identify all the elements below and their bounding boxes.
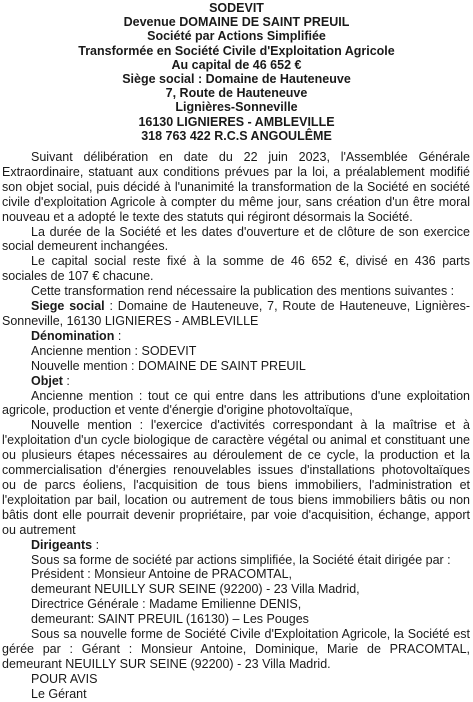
objet-label: Objet <box>31 373 63 388</box>
transformation-line: Transformée en Société Civile d'Exploitation Agricole <box>78 43 395 58</box>
capital-line: Au capital de 46 652 € <box>171 57 302 72</box>
address-city-line: 16130 LIGNIERES - AMBLEVILLE <box>138 114 335 129</box>
objet-new: Nouvelle mention : l'exercice d'activités correspondant à la maîtrise et à l'exploitation d'un cycle biologique de caractère végétal ou animal et constituant une ou plusieurs étapes nécessaires au déroulement de ce cycle, la production et la commercialisation d'énergies renouvelables issues d'installations photovoltaïques ou de parcs éoliens, l'acquisition de tous biens immobiliers, l'administration et l'exploitation par bail, location ou autrement de tous biens immobiliers bâtis ou non bâtis dont elle pourrait devenir propriétaire, par voie d'acquisition, échange, apport ou autrement <box>2 418 470 537</box>
dg-line: Directrice Générale : Madame Emilienne DENIS, <box>31 597 302 612</box>
address-locality-line: Lignières-Sonneville <box>175 100 298 115</box>
denomination-new: Nouvelle mention : DOMAINE DE SAINT PREUIL <box>31 358 306 373</box>
dg-address: demeurant: SAINT PREUIL (16130) – Les Pouges <box>31 612 309 627</box>
notice-body <box>0 150 473 702</box>
notice-header <box>0 0 473 143</box>
siege-label: Siege social <box>31 299 105 314</box>
objet-heading <box>2 374 470 389</box>
dirigeants-heading <box>2 538 470 553</box>
paragraph-duration: La durée de la Société et les dates d'ouverture et de clôture de son exercice social demeurent inchangées. <box>2 224 470 254</box>
new-name-line: Devenue DOMAINE DE SAINT PREUIL <box>123 15 350 30</box>
denomination-label: Dénomination <box>31 328 115 343</box>
objet-colon: : <box>62 373 70 388</box>
president-address: demeurant NEUILLY SUR SEINE (92200) - 23 Villa Madrid, <box>31 582 360 597</box>
dirigeants-label: Dirigeants <box>31 537 93 552</box>
denomination-old: Ancienne mention : SODEVIT <box>31 343 197 358</box>
siege-text: : Domaine de Hauteneuve, 7, Route de Hauteneuve, Lignières-Sonneville, 16130 LIGNIERES - AMBLEVILLE <box>2 299 470 328</box>
pour-avis: POUR AVIS <box>31 671 98 686</box>
dirigeants-colon: : <box>92 537 100 552</box>
dirigeants-intro: Sous sa forme de société par actions simplifiée, la Société était dirigée par : <box>31 552 451 567</box>
paragraph-deliberation: Suivant délibération en date du 22 juin 2023, l'Assemblée Générale Extraordinaire, statuant aux conditions prévues par la loi, a préalablement modifié son objet social, puis décidé à l'unanimité la transformation de la Société en société civile d'exploitation Agricole à compter du même jour, sans création d'un être moral nouveau et a adopté le texte des statuts qui régiront désormais la Société. <box>2 150 470 224</box>
gerant-paragraph: Sous sa nouvelle forme de Société Civile d'Exploitation Agricole, la Société est gérée par : Gérant : Monsieur Antoine, Dominique, Marie de PRACOMTAL, demeurant NEUILLY SUR SEINE (92200) - 23 Villa Madrid. <box>2 627 470 671</box>
denomination-colon: : <box>114 328 122 343</box>
registered-office-line: Siège social : Domaine de Hauteneuve <box>122 72 351 87</box>
paragraph-siege <box>2 299 470 329</box>
president-line: Président : Monsieur Antoine de PRACOMTAL, <box>31 567 292 582</box>
signature-line: Le Gérant <box>31 686 87 701</box>
denomination-heading <box>2 329 470 344</box>
legal-form-line: Société par Actions Simplifiée <box>147 29 326 44</box>
address-street-line: 7, Route de Hauteneuve <box>165 86 308 101</box>
paragraph-capital: Le capital social reste fixé à la somme de 46 652 €, divisé en 436 parts sociales de 107 € chacune. <box>2 254 470 284</box>
rcs-line: 318 763 422 R.C.S ANGOULÊME <box>141 128 332 143</box>
objet-old: Ancienne mention : tout ce qui entre dans les attributions d'une exploitation agricole, production et vente d'énergie d'origine photovoltaïque, <box>2 388 470 418</box>
paragraph-publication: Cette transformation rend nécessaire la publication des mentions suivantes : <box>31 284 455 299</box>
company-name: SODEVIT <box>209 1 264 15</box>
